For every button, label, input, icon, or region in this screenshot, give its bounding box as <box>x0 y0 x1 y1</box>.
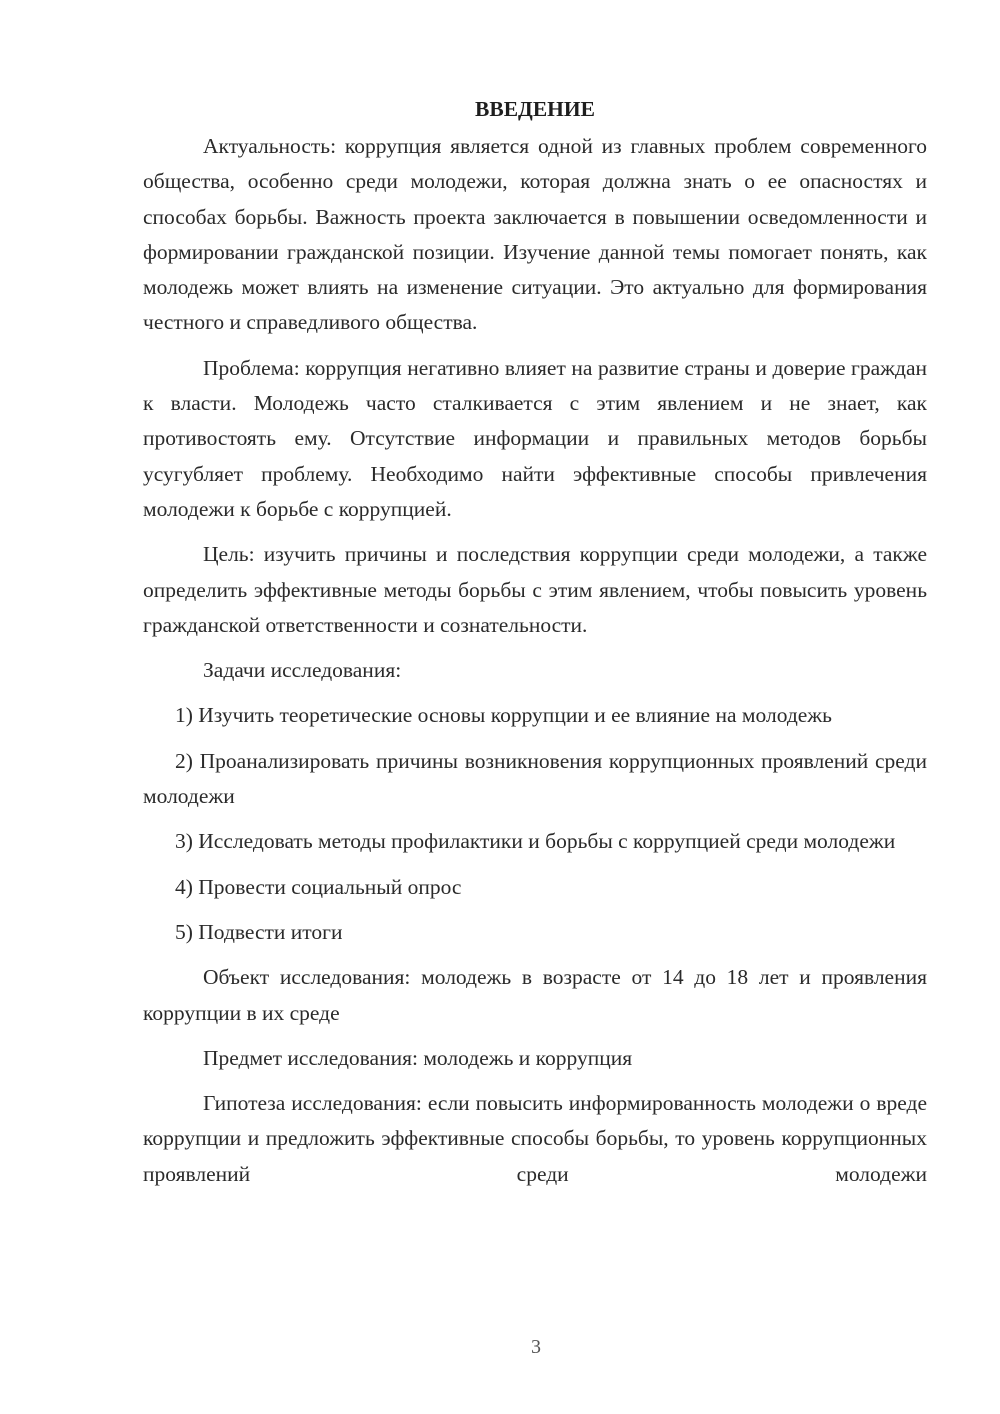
document-page <box>143 92 927 1192</box>
paragraph-goal: Цель: изучить причины и последствия коррупции среди молодежи, а также определить эффективные методы борьбы с этим явлением, чтобы повысить уровень гражданской ответственности и сознательности. <box>143 542 927 637</box>
paragraph-hypothesis: Гипотеза исследования: если повысить информированность молодежи о вреде коррупции и предложить эффективные способы борьбы, то уровень коррупционных проявлений среди молодежи <box>143 1091 927 1186</box>
section-heading: ВВЕДЕНИЕ <box>475 97 595 121</box>
paragraph-subject: Предмет исследования: молодежь и коррупция <box>203 1045 633 1070</box>
paragraph-problem: Проблема: коррупция негативно влияет на развитие страны и доверие граждан к власти. Молодежь часто сталкивается с этим явлением и не знает, как противостоять ему. Отсутствие информации и правильных методов борьбы усугубляет проблему. Необходимо найти эффективные способы привлечения молодежи к борьбе с коррупцией. <box>143 355 927 521</box>
task-item-2: 2) Проанализировать причины возникновения коррупционных проявлений среди молодежи <box>143 748 927 809</box>
task-item-3: 3) Исследовать методы профилактики и борьбы с коррупцией среди молодежи <box>175 829 896 854</box>
paragraph-relevance: Актуальность: коррупция является одной из главных проблем современного общества, особенно среди молодежи, которая должна знать о ее опасностях и способах борьбы. Важность проекта заключается в повышении осведомленности и формировании гражданской позиции. Изучение данной темы помогает понять, как молодежь может влиять на изменение ситуации. Это актуально для формирования честного и справедливого общества. <box>143 134 927 335</box>
task-item-5: 5) Подвести итоги <box>175 919 343 944</box>
paragraph-tasks-heading: Задачи исследования: <box>203 658 402 683</box>
task-item-1: 1) Изучить теоретические основы коррупции и ее влияние на молодежь <box>175 703 832 728</box>
page-number: 3 <box>531 1336 541 1358</box>
paragraph-object: Объект исследования: молодежь в возрасте от 14 до 18 лет и проявления коррупции в их среде <box>143 965 927 1025</box>
task-item-4: 4) Провести социальный опрос <box>175 874 462 899</box>
